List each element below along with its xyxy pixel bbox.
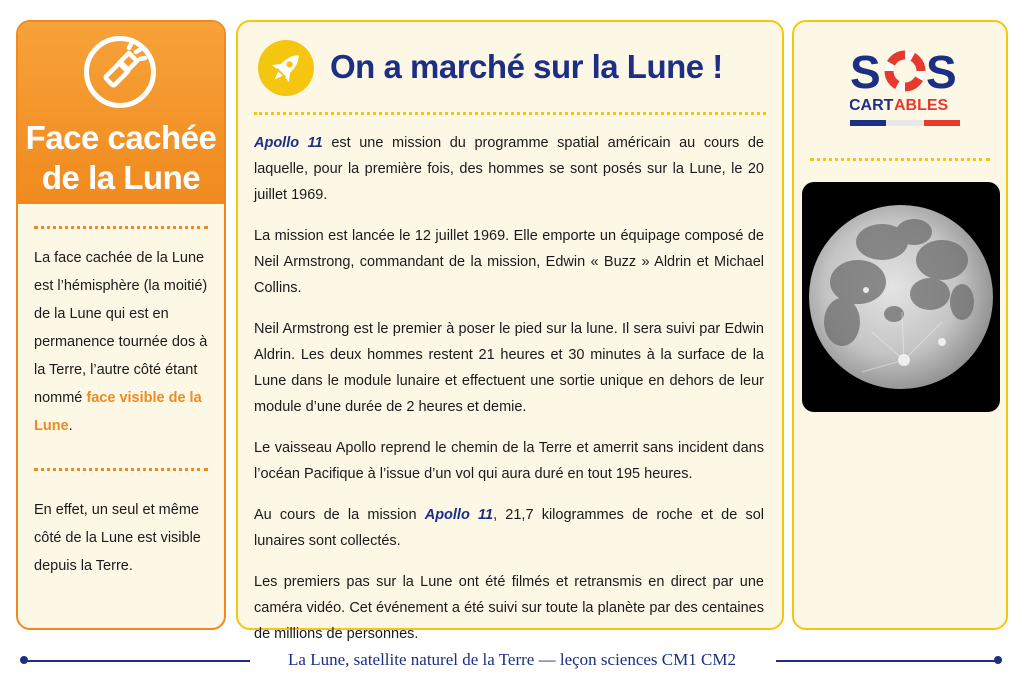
svg-text:S: S <box>926 46 957 98</box>
footer-text: La Lune, satellite naturel de la Terre — leçon sciences CM1 CM2 <box>276 650 748 669</box>
left-paragraph-2: En effet, un seul et même côté de la Lune est visible depuis la Terre. <box>34 502 201 574</box>
rocket-icon <box>258 40 314 96</box>
left-title-line1: Face cachée <box>25 119 217 156</box>
paragraph-6: Les premiers pas sur la Lune ont été filmés et retransmis en direct par une caméra vidéo. Cet événement a été suivi sur toute la planète par des centaines de millions de personnes. <box>254 574 764 642</box>
face-visible-highlight: face visible de la Lune <box>34 390 202 434</box>
paragraph-2: La mission est lancée le 12 juillet 1969. Elle emporte un équipage composé de Neil Armstrong, commandant de la mission, Edwin « Buzz » Aldrin et Michael Collins. <box>254 228 764 296</box>
svg-text:S: S <box>850 46 881 98</box>
paragraph-5: Au cours de la mission Apollo 11, 21,7 kilogrammes de roche et de sol lunaires sont collectés. <box>254 507 764 549</box>
full-moon-photo <box>802 182 1000 412</box>
paragraph-3: Neil Armstrong est le premier à poser le pied sur la lune. Il sera suivi par Edwin Aldrin. Les deux hommes restent 21 heures et 30 minutes à la surface de la Lune dans le module lunaire et effectuent une sortie unique en dehors de leur module d’une durée de 2 heures et demie. <box>254 321 764 415</box>
left-panel <box>16 20 226 630</box>
apollo-11-label: Apollo 11 <box>424 507 494 523</box>
left-title <box>18 118 224 198</box>
left-header <box>18 22 224 204</box>
svg-text:ABLES: ABLES <box>894 97 949 114</box>
flashlight-icon <box>84 36 156 108</box>
divider <box>34 468 208 471</box>
paragraph-4: Le vaisseau Apollo reprend le chemin de la Terre et amerrit sans incident dans l’océan Pacifique à l’issue d’un vol qui aura duré en tout 195 heures. <box>254 440 764 482</box>
main-body <box>254 130 764 662</box>
svg-text:CART: CART <box>850 97 894 114</box>
divider <box>34 226 208 229</box>
sos-cartables-logo <box>850 44 960 134</box>
left-paragraph-1: La face cachée de la Lune est l’hémisphère (la moitié) de la Lune qui est en permanence tournée dos à la Terre, l’autre côté étant nommé face visible de la Lune. <box>34 250 208 434</box>
divider <box>810 158 990 161</box>
divider <box>254 112 766 115</box>
page-title: On a marché sur la Lune ! <box>330 48 723 85</box>
main-panel <box>236 20 784 642</box>
paragraph-1: Apollo 11 est une mission du programme spatial américain au cours de laquelle, pour la première fois, des hommes se sont posés sur la Lune, le 20 juillet 1969. <box>254 135 764 203</box>
apollo-11-label: Apollo 11 <box>254 135 323 151</box>
left-title-line2: de la Lune <box>41 159 201 196</box>
footer <box>0 650 1024 670</box>
right-panel <box>792 20 1008 630</box>
